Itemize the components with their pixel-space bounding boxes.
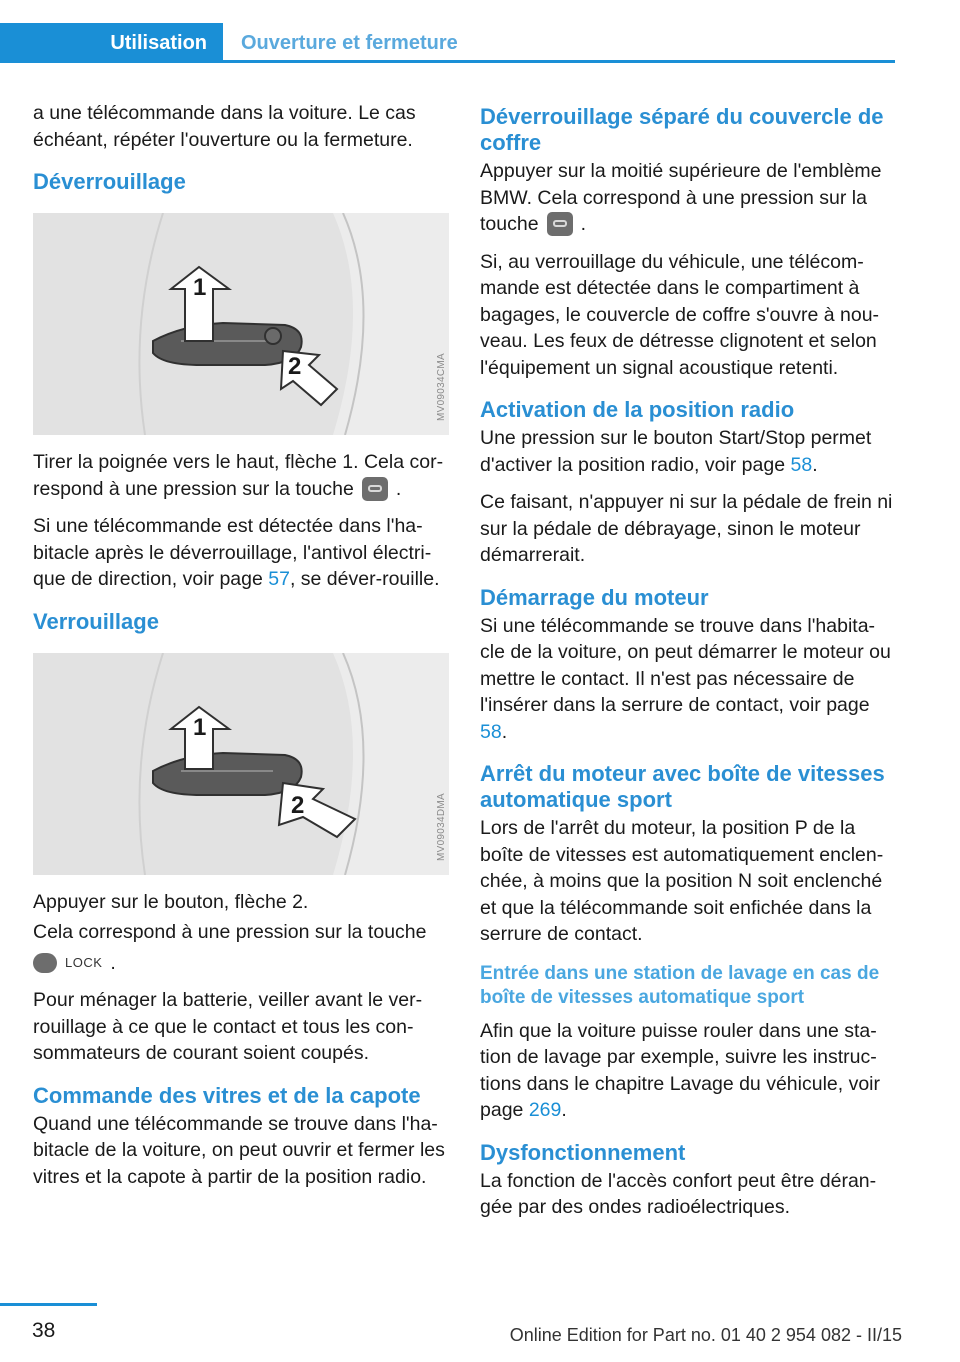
start-paragraph <box>480 613 896 746</box>
intro-paragraph: a une télécommande dans la voiture. Le cas échéant, répéter l'ouverture ou la fermeture. <box>33 102 416 151</box>
header-rule <box>0 60 895 63</box>
trunk-heading: Déverrouillage séparé du couvercle de coffre <box>480 104 884 155</box>
stop-paragraph: Lors de l'arrêt du moteur, la position P de la boîte de vitesses est automatiquement enclen‐chée, à moins que la position N soit enclenché et que la télécommande soit enfichée dans la serrure de contact. <box>480 817 884 945</box>
trunk-paragraph-2: Si, au verrouillage du véhicule, une télécom‐mande est détectée dans le compartiment à bagages, le couvercle de coffre s'ouvre à nou‐veau. Les feux de détresse clignotent et selon l'équipement un signal acoustique retenti. <box>480 250 880 379</box>
footer-rule <box>0 1303 97 1306</box>
fault-heading: Dysfonctionnement <box>480 1139 686 1165</box>
lock-text-end: . <box>110 951 116 974</box>
arrow-label-2: 2 <box>291 791 305 819</box>
radio-text: Une pression sur le bouton Start/Stop permet d'activer la position radio, voir page <box>480 427 872 476</box>
figure-reference: MV09034DMA <box>436 792 447 861</box>
windows-paragraph: Quand une télécommande se trouve dans l'ha‐bitacle de la voiture, on peut ouvrir et fermer les vitres et la capote à partir de la position radio. <box>33 1112 445 1188</box>
trunk-text-end: . <box>580 213 586 235</box>
lock-heading: Verrouillage <box>33 608 159 634</box>
page-link-58[interactable]: 58 <box>790 453 813 476</box>
unlock-text-end: . <box>395 477 402 500</box>
page-number: 38 <box>32 1319 56 1342</box>
radio-heading: Activation de la position radio <box>480 397 795 422</box>
stop-heading: Arrêt du moteur avec boîte de vitesses automatique sport <box>480 761 885 812</box>
radio-paragraph-2: Ce faisant, n'appuyer ni sur la pédale de frein ni sur la pédale de débrayage, sinon le moteur démarrerait. <box>480 491 893 566</box>
unlock-paragraph-2 <box>33 513 449 593</box>
start-heading: Démarrage du moteur <box>480 584 709 610</box>
edition-footer: Online Edition for Part no. 01 40 2 954 082 - II/15 <box>509 1325 902 1345</box>
header <box>0 23 895 63</box>
wash-paragraph <box>480 1018 896 1124</box>
lock-button-icon <box>33 953 57 973</box>
windows-heading: Commande des vitres et de la capote <box>33 1082 421 1108</box>
unlock-text-end: , se déver‐rouille. <box>289 568 440 590</box>
wash-text: Afin que la voiture puisse rouler dans une sta‐tion de lavage par exemple, suivre les instruc‐tions dans le chapitre Lavage du véhicule, voir page <box>480 1019 880 1121</box>
page-link-58[interactable]: 58 <box>480 720 502 743</box>
left-column <box>33 100 449 1201</box>
lock-key-line <box>33 950 449 977</box>
page-link-57[interactable]: 57 <box>268 568 290 590</box>
lock-paragraph-3: Pour ménager la batterie, veiller avant le ver‐rouillage à ce que le contact et tous les con‐sommateurs de courant soient coupés. <box>33 989 423 1064</box>
lock-key-label: LOCK <box>65 954 103 970</box>
lock-figure <box>33 653 449 875</box>
tab-utilisation[interactable]: Utilisation <box>0 23 223 63</box>
unlock-paragraph-1 <box>33 449 449 502</box>
trunk-text: Appuyer sur la moitié supérieure de l'emblème BMW. Cela correspond à une pression sur la touche <box>480 160 882 235</box>
wash-text-end: . <box>561 1099 567 1121</box>
door-handle-illustration <box>33 213 449 435</box>
radio-text-end: . <box>812 453 818 476</box>
start-text-end: . <box>501 720 508 743</box>
unlock-text: Si une télécommande est détectée dans l'ha‐bitacle après le déverrouillage, l'antivol électri‐que de direction, voir page <box>33 515 432 590</box>
arrow-label-1: 1 <box>193 713 207 741</box>
page-link-269[interactable]: 269 <box>528 1099 562 1121</box>
door-handle-illustration <box>33 653 449 875</box>
right-column <box>480 100 896 1232</box>
arrow-label-2: 2 <box>288 353 302 380</box>
unlock-text: Tirer la poignée vers le haut, flèche 1. Cela cor‐respond à une pression sur la touche <box>33 451 444 500</box>
fault-paragraph: La fonction de l'accès confort peut être déran‐gée par des ondes radioélectriques. <box>480 1169 877 1218</box>
tab-ouverture-fermeture[interactable]: Ouverture et fermeture <box>241 31 458 54</box>
unlock-heading: Déverrouillage <box>33 169 186 194</box>
start-text: Si une télécommande se trouve dans l'habita‐cle de la voiture, on peut démarrer le moteur ou mettre le contact. Il n'est pas nécessaire de l'insérer dans la serrure de contact, voir page <box>480 614 891 716</box>
lock-paragraph-1: Appuyer sur le bouton, flèche 2. <box>33 890 309 913</box>
figure-reference: MV09034CMA <box>436 353 447 422</box>
trunk-key-icon <box>547 212 573 236</box>
trunk-paragraph-1 <box>480 158 896 238</box>
wash-heading: Entrée dans une station de lavage en cas de boîte de vitesses automatique sport <box>480 962 880 1008</box>
unlock-figure <box>33 213 449 435</box>
unlock-key-icon <box>362 477 388 501</box>
lock-paragraph-2: Cela correspond à une pression sur la touche <box>33 921 427 943</box>
radio-paragraph-1 <box>480 425 896 478</box>
arrow-label-1: 1 <box>193 274 207 301</box>
